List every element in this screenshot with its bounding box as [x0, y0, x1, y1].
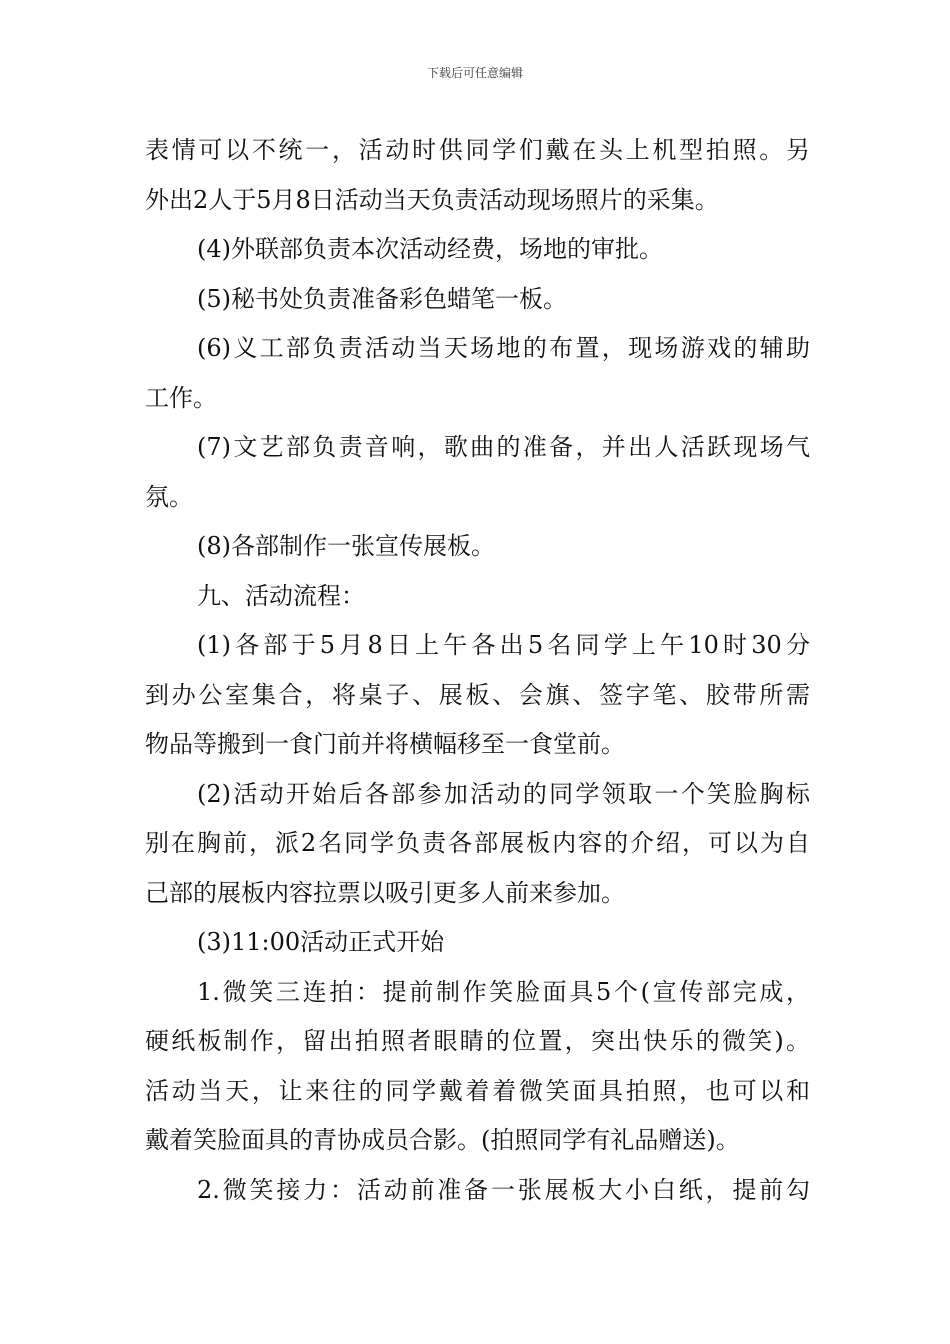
document-body [145, 126, 810, 1215]
text-line: (5)秘书处负责准备彩色蜡笔一板。 [197, 284, 567, 313]
page-header: 下载后可任意编辑 [426, 66, 523, 80]
section-heading: 九、活动流程： [197, 581, 365, 610]
text-line: 活动当天，让来往的同学戴着着微笑面具拍照，也可以和 [145, 1076, 810, 1105]
text-line: 外出2人于5月8日活动当天负责活动现场照片的采集。 [145, 185, 719, 214]
text-line: (3)11:00活动正式开始 [197, 928, 445, 956]
text-line: (7)文艺部负责音响，歌曲的准备，并出人活跃现场气 [197, 433, 810, 461]
text-line: 1.微笑三连拍：提前制作笑脸面具5个(宣传部完成， [197, 977, 810, 1006]
text-line: 表情可以不统一，活动时供同学们戴在头上机型拍照。另 [145, 136, 810, 164]
text-line: 到办公室集合，将桌子、展板、会旗、签字笔、胶带所需 [145, 680, 810, 709]
text-line: 2.微笑接力：活动前准备一张展板大小白纸，提前勾 [197, 1175, 810, 1204]
text-line: 己部的展板内容拉票以吸引更多人前来参加。 [145, 878, 625, 907]
text-line: 氛。 [145, 482, 193, 511]
text-line: (6)义工部负责活动当天场地的布置，现场游戏的辅助 [197, 334, 810, 362]
text-line: (2)活动开始后各部参加活动的同学领取一个笑脸胸标 [197, 779, 810, 808]
text-line: 硬纸板制作，留出拍照者眼睛的位置，突出快乐的微笑)。 [145, 1027, 810, 1055]
text-line: (4)外联部负责本次活动经费，场地的审批。 [197, 235, 663, 263]
text-line: 戴着笑脸面具的青协成员合影。(拍照同学有礼品赠送)。 [145, 1126, 740, 1154]
text-line: (1)各部于5月8日上午各出5名同学上午10时30分 [197, 631, 810, 659]
text-line: 别在胸前，派2名同学负责各部展板内容的介绍，可以为自 [145, 829, 810, 857]
text-line: 工作。 [145, 383, 217, 412]
text-line: 物品等搬到一食门前并将横幅移至一食堂前。 [145, 730, 625, 758]
text-line: (8)各部制作一张宣传展板。 [197, 532, 495, 560]
